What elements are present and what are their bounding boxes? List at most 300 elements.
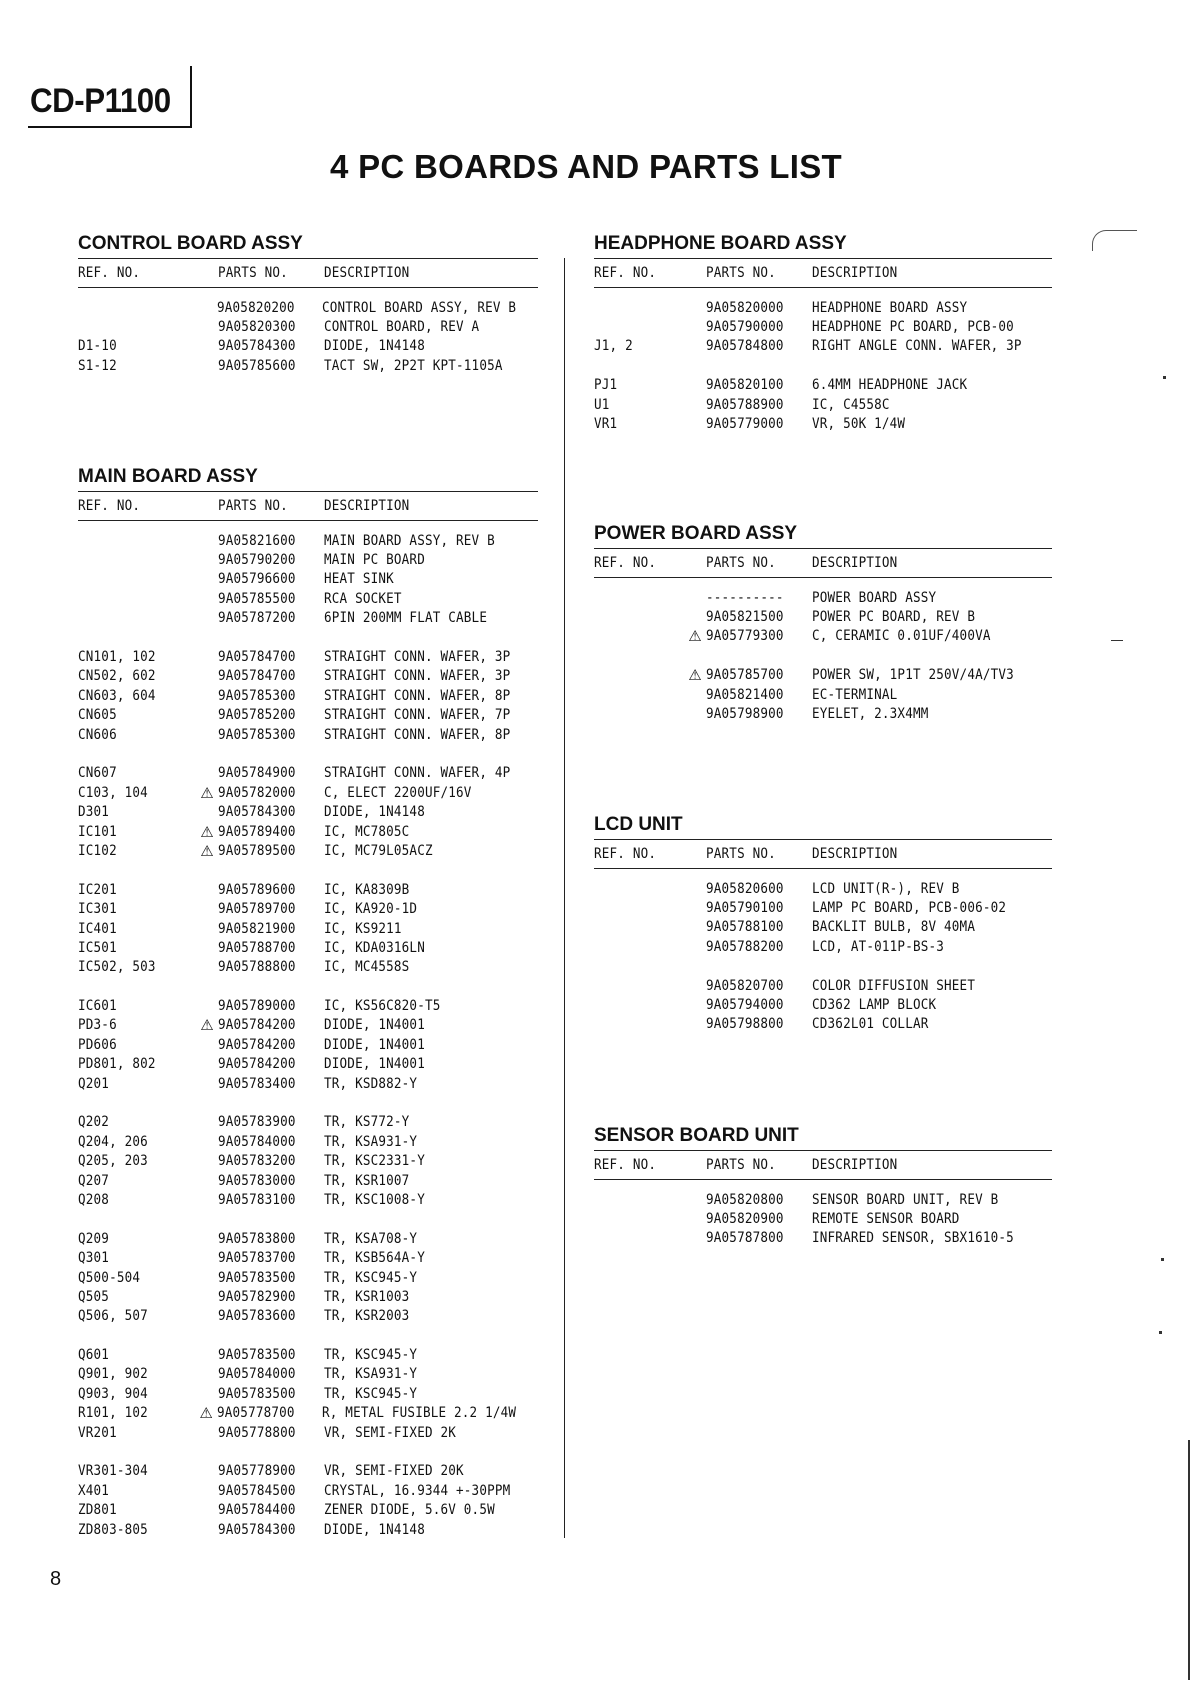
description: SENSOR BOARD UNIT, REV B (812, 1191, 999, 1208)
header-ref-no: REF. NO. (78, 265, 141, 281)
row-spacer (78, 977, 538, 996)
parts-row (78, 1035, 538, 1054)
ref-no: Q506, 507 (78, 1308, 148, 1325)
parts-row (78, 822, 538, 841)
column-divider (564, 258, 565, 1538)
description: IC, KA8309B (324, 881, 410, 898)
parts-no: 9A05783700 (218, 1250, 296, 1267)
parts-no: 9A05784400 (218, 1502, 296, 1519)
description: STRAIGHT CONN. WAFER, 3P (324, 668, 511, 685)
parts-no: 9A05821600 (218, 532, 296, 549)
parts-row (78, 802, 538, 821)
description: STRAIGHT CONN. WAFER, 8P (324, 726, 511, 743)
description: POWER BOARD ASSY (812, 589, 937, 606)
parts-no: 9A05820800 (706, 1191, 784, 1208)
ref-no: Q205, 203 (78, 1153, 148, 1170)
ref-no: Q301 (78, 1250, 110, 1267)
parts-row (78, 1287, 538, 1306)
parts-row (78, 938, 538, 957)
parts-row (78, 1345, 538, 1364)
parts-no: 9A05796600 (218, 571, 296, 588)
parts-rows (594, 1180, 1052, 1248)
description: TR, KSA708-Y (324, 1230, 418, 1247)
parts-no: 9A05821400 (706, 686, 784, 703)
description: DIODE, 1N4148 (324, 1521, 425, 1538)
parts-row (78, 1229, 538, 1248)
safety-warning-icon: ⚠ (688, 627, 702, 646)
description: STRAIGHT CONN. WAFER, 8P (324, 687, 511, 704)
description: TR, KSR1003 (324, 1288, 410, 1305)
description: STRAIGHT CONN. WAFER, 4P (324, 765, 511, 782)
ref-no: Q204, 206 (78, 1133, 148, 1150)
description: MAIN PC BOARD (324, 552, 425, 569)
scan-edge-mark (1188, 1440, 1190, 1680)
parts-row (594, 898, 1052, 917)
description: R, METAL FUSIBLE 2.2 1/4W (322, 1405, 517, 1422)
parts-row (78, 1055, 538, 1074)
header-parts-no: PARTS NO. (218, 498, 288, 514)
parts-row (78, 725, 538, 744)
parts-no: 9A05782000 (218, 784, 296, 801)
section-title: CONTROL BOARD ASSY (78, 233, 303, 254)
header-description: DESCRIPTION (324, 498, 410, 514)
header-description: DESCRIPTION (324, 265, 410, 281)
parts-no: ---------- (706, 589, 784, 606)
ref-no: Q202 (78, 1114, 110, 1131)
description: C, ELECT 2200UF/16V (324, 784, 472, 801)
parts-row (78, 570, 538, 589)
parts-row (78, 706, 538, 725)
description: IC, KDA0316LN (324, 939, 425, 956)
ref-no: VR1 (594, 416, 618, 433)
parts-no: 9A05820600 (706, 880, 784, 897)
parts-row (78, 841, 538, 860)
header-parts-no: PARTS NO. (706, 555, 776, 571)
description: TR, KSR1007 (324, 1172, 410, 1189)
parts-no: 9A05794000 (706, 997, 784, 1014)
parts-no: 9A05798800 (706, 1016, 784, 1033)
parts-no: 9A05785200 (218, 707, 296, 724)
description: CONTROL BOARD ASSY, REV B (322, 299, 517, 316)
ref-no: S1-12 (78, 357, 117, 374)
row-spacer (594, 646, 1052, 665)
ref-no: CN605 (78, 707, 117, 724)
parts-no: 9A05821500 (706, 609, 784, 626)
parts-no: 9A05788900 (706, 396, 784, 413)
parts-no: 9A05784300 (218, 338, 296, 355)
ref-no: CN101, 102 (78, 649, 156, 666)
description: ZENER DIODE, 5.6V 0.5W (324, 1502, 495, 1519)
ref-no: D1-10 (78, 338, 117, 355)
ref-no: CN502, 602 (78, 668, 156, 685)
description: STRAIGHT CONN. WAFER, 3P (324, 649, 511, 666)
description: C, CERAMIC 0.01UF/400VA (812, 628, 991, 645)
header-parts-no: PARTS NO. (218, 265, 288, 281)
parts-row (78, 1268, 538, 1287)
page-title: 4 PC BOARDS AND PARTS LIST (330, 148, 843, 185)
parts-row (78, 1016, 538, 1035)
parts-row (594, 337, 1052, 356)
description: VR, SEMI-FIXED 2K (324, 1424, 457, 1441)
description: TR, KSA931-Y (324, 1366, 418, 1383)
description: RCA SOCKET (324, 590, 402, 607)
parts-no: 9A05787200 (218, 610, 296, 627)
parts-row (594, 666, 1052, 685)
description: EC-TERMINAL (812, 686, 898, 703)
parts-no: 9A05779000 (706, 416, 784, 433)
header-description: DESCRIPTION (812, 555, 898, 571)
parts-no: 9A05820300 (218, 319, 296, 336)
parts-row (78, 356, 538, 375)
parts-row (594, 588, 1052, 607)
description: 6.4MM HEADPHONE JACK (812, 377, 968, 394)
parts-no: 9A05778700 (217, 1405, 295, 1422)
ref-no: VR301-304 (78, 1463, 148, 1480)
parts-rows (594, 288, 1052, 434)
header-ref-no: REF. NO. (594, 846, 657, 862)
table-header (78, 258, 538, 288)
parts-row (594, 685, 1052, 704)
ref-no: CN607 (78, 765, 117, 782)
scan-edge-mark (1161, 1258, 1164, 1261)
parts-no: 9A05783500 (218, 1269, 296, 1286)
description: RIGHT ANGLE CONN. WAFER, 3P (812, 338, 1022, 355)
parts-no: 9A05784300 (218, 1521, 296, 1538)
scan-edge-mark (1163, 376, 1166, 379)
description: TR, KSC945-Y (324, 1385, 418, 1402)
parts-row (594, 704, 1052, 723)
parts-no: 9A05783000 (218, 1172, 296, 1189)
description: IC, KS56C820-T5 (324, 998, 441, 1015)
parts-no: 9A05789000 (218, 998, 296, 1015)
row-spacer (78, 861, 538, 880)
parts-row (594, 995, 1052, 1014)
parts-no: 9A05785700 (706, 667, 784, 684)
parts-no: 9A05789700 (218, 901, 296, 918)
parts-no: 9A05778900 (218, 1463, 296, 1480)
parts-row (78, 996, 538, 1015)
parts-row (594, 1229, 1052, 1248)
description: VR, SEMI-FIXED 20K (324, 1463, 464, 1480)
description: TR, KS772-Y (324, 1114, 410, 1131)
parts-row (78, 531, 538, 550)
description: COLOR DIFFUSION SHEET (812, 977, 976, 994)
description: IC, KS9211 (324, 920, 402, 937)
ref-no: IC502, 503 (78, 959, 156, 976)
parts-row (78, 337, 538, 356)
ref-no: IC201 (78, 881, 117, 898)
parts-row (78, 1365, 538, 1384)
parts-no: 9A05784800 (706, 338, 784, 355)
header-description: DESCRIPTION (812, 265, 898, 281)
ref-no: Q207 (78, 1172, 110, 1189)
row-spacer (78, 1326, 538, 1345)
description: DIODE, 1N4001 (324, 1017, 425, 1034)
parts-no: 9A05784200 (218, 1036, 296, 1053)
control-board-section (78, 232, 538, 376)
parts-no: 9A05778800 (218, 1424, 296, 1441)
header-description: DESCRIPTION (812, 846, 898, 862)
section-title: SENSOR BOARD UNIT (594, 1125, 799, 1146)
description: LCD, AT-011P-BS-3 (812, 938, 945, 955)
parts-row (78, 1132, 538, 1151)
ref-no: U1 (594, 396, 610, 413)
parts-no: 9A05783400 (218, 1075, 296, 1092)
parts-rows (78, 521, 538, 1539)
ref-no: C103, 104 (78, 784, 148, 801)
parts-no: 9A05820700 (706, 977, 784, 994)
parts-row (78, 1462, 538, 1481)
main-board-section (78, 465, 538, 1539)
parts-row (78, 880, 538, 899)
scan-edge-mark (1111, 640, 1123, 641)
description: CONTROL BOARD, REV A (324, 319, 480, 336)
ref-no: IC501 (78, 939, 117, 956)
parts-row (78, 1248, 538, 1267)
parts-no: 9A05789500 (218, 842, 296, 859)
row-spacer (78, 1442, 538, 1461)
description: TR, KSD882-Y (324, 1075, 418, 1092)
description: TR, KSC945-Y (324, 1269, 418, 1286)
ref-no: CN606 (78, 726, 117, 743)
ref-no: PD606 (78, 1036, 117, 1053)
parts-no: 9A05779300 (706, 628, 784, 645)
parts-row (78, 919, 538, 938)
ref-no: Q601 (78, 1347, 110, 1364)
description: TR, KSC2331-Y (324, 1153, 425, 1170)
description: IC, MC7805C (324, 823, 410, 840)
row-spacer (594, 957, 1052, 976)
ref-no: Q901, 902 (78, 1366, 148, 1383)
header-description: DESCRIPTION (812, 1157, 898, 1173)
description: TR, KSA931-Y (324, 1133, 418, 1150)
parts-row (594, 976, 1052, 995)
header-ref-no: REF. NO. (594, 265, 657, 281)
parts-no: 9A05785300 (218, 687, 296, 704)
description: TR, KSC1008-Y (324, 1191, 425, 1208)
scan-edge-mark (1092, 230, 1137, 251)
lcd-unit-section (594, 813, 1052, 1034)
parts-no: 9A05820200 (217, 299, 295, 316)
ref-no: IC101 (78, 823, 117, 840)
parts-row (78, 764, 538, 783)
parts-no: 9A05788700 (218, 939, 296, 956)
parts-row (78, 1307, 538, 1326)
parts-no: 9A05784500 (218, 1482, 296, 1499)
ref-no: IC301 (78, 901, 117, 918)
parts-row (78, 686, 538, 705)
parts-row (78, 667, 538, 686)
parts-rows (78, 288, 538, 376)
ref-no: Q201 (78, 1075, 110, 1092)
safety-warning-icon: ⚠ (200, 822, 214, 841)
parts-no: 9A05785500 (218, 590, 296, 607)
row-spacer (78, 1210, 538, 1229)
section-title: HEADPHONE BOARD ASSY (594, 233, 847, 254)
parts-row (594, 1190, 1052, 1209)
parts-no: 9A05783600 (218, 1308, 296, 1325)
parts-row (594, 395, 1052, 414)
description: LAMP PC BOARD, PCB-006-02 (812, 900, 1007, 917)
ref-no: D301 (78, 804, 110, 821)
ref-no: X401 (78, 1482, 110, 1499)
page-number: 8 (50, 1568, 62, 1590)
parts-row (594, 1209, 1052, 1228)
ref-no: PD801, 802 (78, 1056, 156, 1073)
headphone-board-section (594, 232, 1052, 434)
parts-row (594, 317, 1052, 336)
ref-no: CN603, 604 (78, 687, 156, 704)
parts-no: 9A05788800 (218, 959, 296, 976)
header-ref-no: REF. NO. (78, 498, 141, 514)
row-spacer (78, 628, 538, 647)
parts-row (594, 918, 1052, 937)
parts-no: 9A05783500 (218, 1347, 296, 1364)
parts-row (594, 298, 1052, 317)
header-parts-no: PARTS NO. (706, 1157, 776, 1173)
parts-row (594, 607, 1052, 626)
parts-no: 9A05783200 (218, 1153, 296, 1170)
safety-warning-icon: ⚠ (200, 841, 214, 860)
description: DIODE, 1N4001 (324, 1036, 425, 1053)
parts-no: 9A05788200 (706, 938, 784, 955)
parts-no: 9A05784000 (218, 1133, 296, 1150)
ref-no: IC601 (78, 998, 117, 1015)
description: CD362 LAMP BLOCK (812, 997, 937, 1014)
description: DIODE, 1N4001 (324, 1056, 425, 1073)
parts-row (78, 1113, 538, 1132)
parts-no: 9A05783500 (218, 1385, 296, 1402)
parts-row (78, 1152, 538, 1171)
row-spacer (78, 1093, 538, 1112)
row-spacer (594, 356, 1052, 375)
parts-row (78, 609, 538, 628)
ref-no: Q208 (78, 1191, 110, 1208)
parts-no: 9A05798900 (706, 706, 784, 723)
description: VR, 50K 1/4W (812, 416, 906, 433)
ref-no: IC401 (78, 920, 117, 937)
parts-row (78, 1404, 538, 1423)
description: TACT SW, 2P2T KPT-1105A (324, 357, 503, 374)
model-number: CD-P1100 (30, 82, 171, 120)
parts-row (78, 1074, 538, 1093)
description: 6PIN 200MM FLAT CABLE (324, 610, 488, 627)
section-title: MAIN BOARD ASSY (78, 466, 258, 487)
ref-no: PD3-6 (78, 1017, 117, 1034)
parts-no: 9A05784700 (218, 668, 296, 685)
parts-row (78, 550, 538, 569)
parts-no: 9A05790200 (218, 552, 296, 569)
ref-no: J1, 2 (594, 338, 633, 355)
parts-row (78, 1384, 538, 1403)
parts-no: 9A05820900 (706, 1211, 784, 1228)
description: TR, KSC945-Y (324, 1347, 418, 1364)
parts-no: 9A05784200 (218, 1056, 296, 1073)
table-header (594, 548, 1052, 578)
parts-no: 9A05790100 (706, 900, 784, 917)
ref-no: IC102 (78, 842, 117, 859)
parts-row (78, 1423, 538, 1442)
sensor-board-section (594, 1124, 1052, 1248)
description: HEADPHONE BOARD ASSY (812, 299, 968, 316)
parts-no: 9A05783800 (218, 1230, 296, 1247)
ref-no: PJ1 (594, 377, 618, 394)
ref-no: Q505 (78, 1288, 110, 1305)
section-title: POWER BOARD ASSY (594, 523, 798, 544)
parts-row (78, 298, 538, 317)
description: TR, KSB564A-Y (324, 1250, 425, 1267)
parts-no: 9A05790000 (706, 319, 784, 336)
parts-no: 9A05783100 (218, 1191, 296, 1208)
ref-no: R101, 102 (78, 1405, 148, 1422)
parts-row (78, 1481, 538, 1500)
parts-no: 9A05820100 (706, 377, 784, 394)
description: MAIN BOARD ASSY, REV B (324, 532, 495, 549)
parts-row (594, 376, 1052, 395)
scan-edge-mark (1159, 1331, 1162, 1334)
parts-rows (594, 578, 1052, 724)
description: CD362L01 COLLAR (812, 1016, 929, 1033)
table-header (594, 839, 1052, 869)
description: IC, MC79L05ACZ (324, 842, 433, 859)
description: POWER SW, 1P1T 250V/4A/TV3 (812, 667, 1014, 684)
section-title: LCD UNIT (594, 814, 683, 835)
parts-no: 9A05782900 (218, 1288, 296, 1305)
parts-row (78, 1190, 538, 1209)
row-spacer (78, 744, 538, 763)
description: DIODE, 1N4148 (324, 804, 425, 821)
table-header (594, 258, 1052, 288)
description: HEADPHONE PC BOARD, PCB-00 (812, 319, 1014, 336)
parts-row (78, 647, 538, 666)
parts-row (594, 627, 1052, 646)
table-header (78, 491, 538, 521)
ref-no: VR201 (78, 1424, 117, 1441)
ref-no: Q500-504 (78, 1269, 141, 1286)
ref-no: ZD803-805 (78, 1521, 148, 1538)
description: LCD UNIT(R-), REV B (812, 880, 960, 897)
description: HEAT SINK (324, 571, 394, 588)
parts-no: 9A05784200 (218, 1017, 296, 1034)
parts-row (78, 1520, 538, 1539)
parts-row (594, 414, 1052, 433)
description: INFRARED SENSOR, SBX1610-5 (812, 1230, 1014, 1247)
safety-warning-icon: ⚠ (199, 1404, 213, 1423)
parts-row (78, 899, 538, 918)
header-ref-no: REF. NO. (594, 555, 657, 571)
ref-no: Q209 (78, 1230, 110, 1247)
ref-no: Q903, 904 (78, 1385, 148, 1402)
parts-no: 9A05821900 (218, 920, 296, 937)
description: POWER PC BOARD, REV B (812, 609, 976, 626)
description: DIODE, 1N4148 (324, 338, 425, 355)
description: CRYSTAL, 16.9344 +-30PPM (324, 1482, 511, 1499)
parts-no: 9A05784300 (218, 804, 296, 821)
description: IC, KA920-1D (324, 901, 418, 918)
safety-warning-icon: ⚠ (688, 666, 702, 685)
power-board-section (594, 522, 1052, 724)
header-parts-no: PARTS NO. (706, 265, 776, 281)
parts-row (78, 589, 538, 608)
ref-no: ZD801 (78, 1502, 117, 1519)
parts-row (594, 879, 1052, 898)
description: STRAIGHT CONN. WAFER, 7P (324, 707, 511, 724)
parts-no: 9A05788100 (706, 919, 784, 936)
table-header (594, 1150, 1052, 1180)
header-parts-no: PARTS NO. (706, 846, 776, 862)
parts-row (594, 1015, 1052, 1034)
description: IC, MC4558S (324, 959, 410, 976)
